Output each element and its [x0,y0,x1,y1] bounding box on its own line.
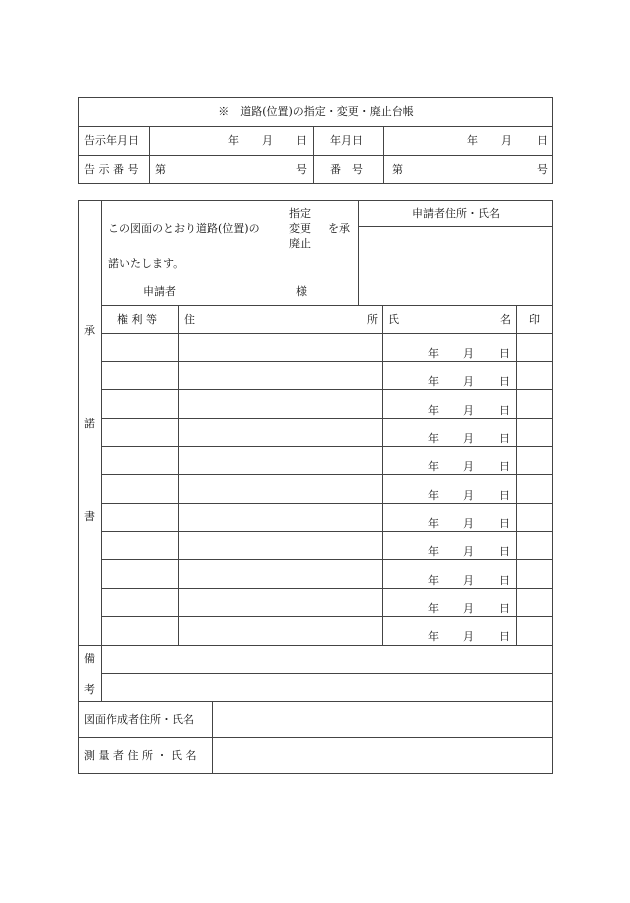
row-day: 日 [499,347,510,360]
surveyor-label: 測 量 者 住 所 ・ 氏 名 [84,749,197,762]
divider [78,737,553,738]
row-year: 年 [428,602,439,615]
row-year: 年 [428,460,439,473]
address-header-start: 住 [184,313,195,326]
number-label: 番 号 [330,163,363,176]
row-month: 月 [463,545,474,558]
divider [101,418,553,419]
row-day: 日 [499,432,510,445]
notice-month-label: 月 [262,134,273,147]
side-label-char: 書 [84,510,95,523]
row-month: 月 [463,347,474,360]
divider [101,616,553,617]
divider [101,305,553,306]
option-abolition: 廃止 [289,237,311,250]
divider [101,361,553,362]
divider [101,446,553,447]
row-day: 日 [499,489,510,502]
drawing-creator-label: 図面作成者住所・氏名 [84,713,194,726]
row-year: 年 [428,347,439,360]
divider [101,531,553,532]
row-month: 月 [463,375,474,388]
notice-year-label: 年 [228,134,239,147]
registry-title: ※ 道路(位置)の指定・変更・廃止台帳 [218,105,414,118]
side-label-char: 承 [84,324,95,337]
number-go: 号 [537,163,548,176]
divider [383,126,384,184]
remarks-label-char: 考 [84,683,95,696]
address-header-end: 所 [367,313,378,326]
option-designation: 指定 [289,207,311,220]
consent-text-suffix: を承 [328,222,350,235]
row-day: 日 [499,545,510,558]
row-year: 年 [428,489,439,502]
row-day: 日 [499,517,510,530]
date-label: 年月日 [330,134,363,147]
applicant-label: 申請者 [143,285,176,298]
divider [313,126,314,184]
divider [101,588,553,589]
notice-number-go: 号 [296,163,307,176]
divider [101,503,553,504]
row-day: 日 [499,404,510,417]
divider [78,701,553,702]
divider [149,126,150,184]
row-year: 年 [428,630,439,643]
row-month: 月 [463,630,474,643]
row-year: 年 [428,432,439,445]
row-day: 日 [499,375,510,388]
seal-header: 印 [529,313,540,326]
row-year: 年 [428,545,439,558]
row-day: 日 [499,460,510,473]
rights-header: 権 利 等 [117,313,157,326]
divider [212,701,213,774]
row-year: 年 [428,574,439,587]
applicant-address-header: 申請者住所・氏名 [412,207,500,220]
row-year: 年 [428,375,439,388]
row-month: 月 [463,404,474,417]
row-month: 月 [463,517,474,530]
consent-text-line2: 諾いたします。 [108,257,185,270]
row-year: 年 [428,517,439,530]
divider [101,559,553,560]
name-header-end: 名 [500,313,511,326]
divider [78,645,553,646]
divider [101,200,102,701]
divider [101,389,553,390]
row-month: 月 [463,602,474,615]
row-month: 月 [463,489,474,502]
divider [358,226,553,227]
row-day: 日 [499,602,510,615]
option-change: 変更 [289,222,311,235]
divider [101,333,553,334]
divider [101,474,553,475]
divider [101,673,553,674]
side-label-char: 諾 [84,417,95,430]
consent-text-line1: この図面のとおり道路(位置)の [108,222,260,235]
row-month: 月 [463,460,474,473]
divider [382,305,383,645]
divider [358,200,359,305]
notice-date-label: 告示年月日 [84,134,139,147]
remarks-label-char: 備 [84,652,95,665]
row-month: 月 [463,574,474,587]
name-header-start: 氏 [388,313,399,326]
row-day: 日 [499,630,510,643]
divider [178,305,179,645]
date-day-label: 日 [537,134,548,147]
number-dai: 第 [392,163,403,176]
sama-label: 様 [296,285,307,298]
date-year-label: 年 [467,134,478,147]
divider [516,305,517,645]
row-day: 日 [499,574,510,587]
notice-number-label: 告 示 番 号 [84,163,139,176]
date-month-label: 月 [501,134,512,147]
notice-day-label: 日 [296,134,307,147]
row-year: 年 [428,404,439,417]
notice-number-dai: 第 [155,163,166,176]
row-month: 月 [463,432,474,445]
